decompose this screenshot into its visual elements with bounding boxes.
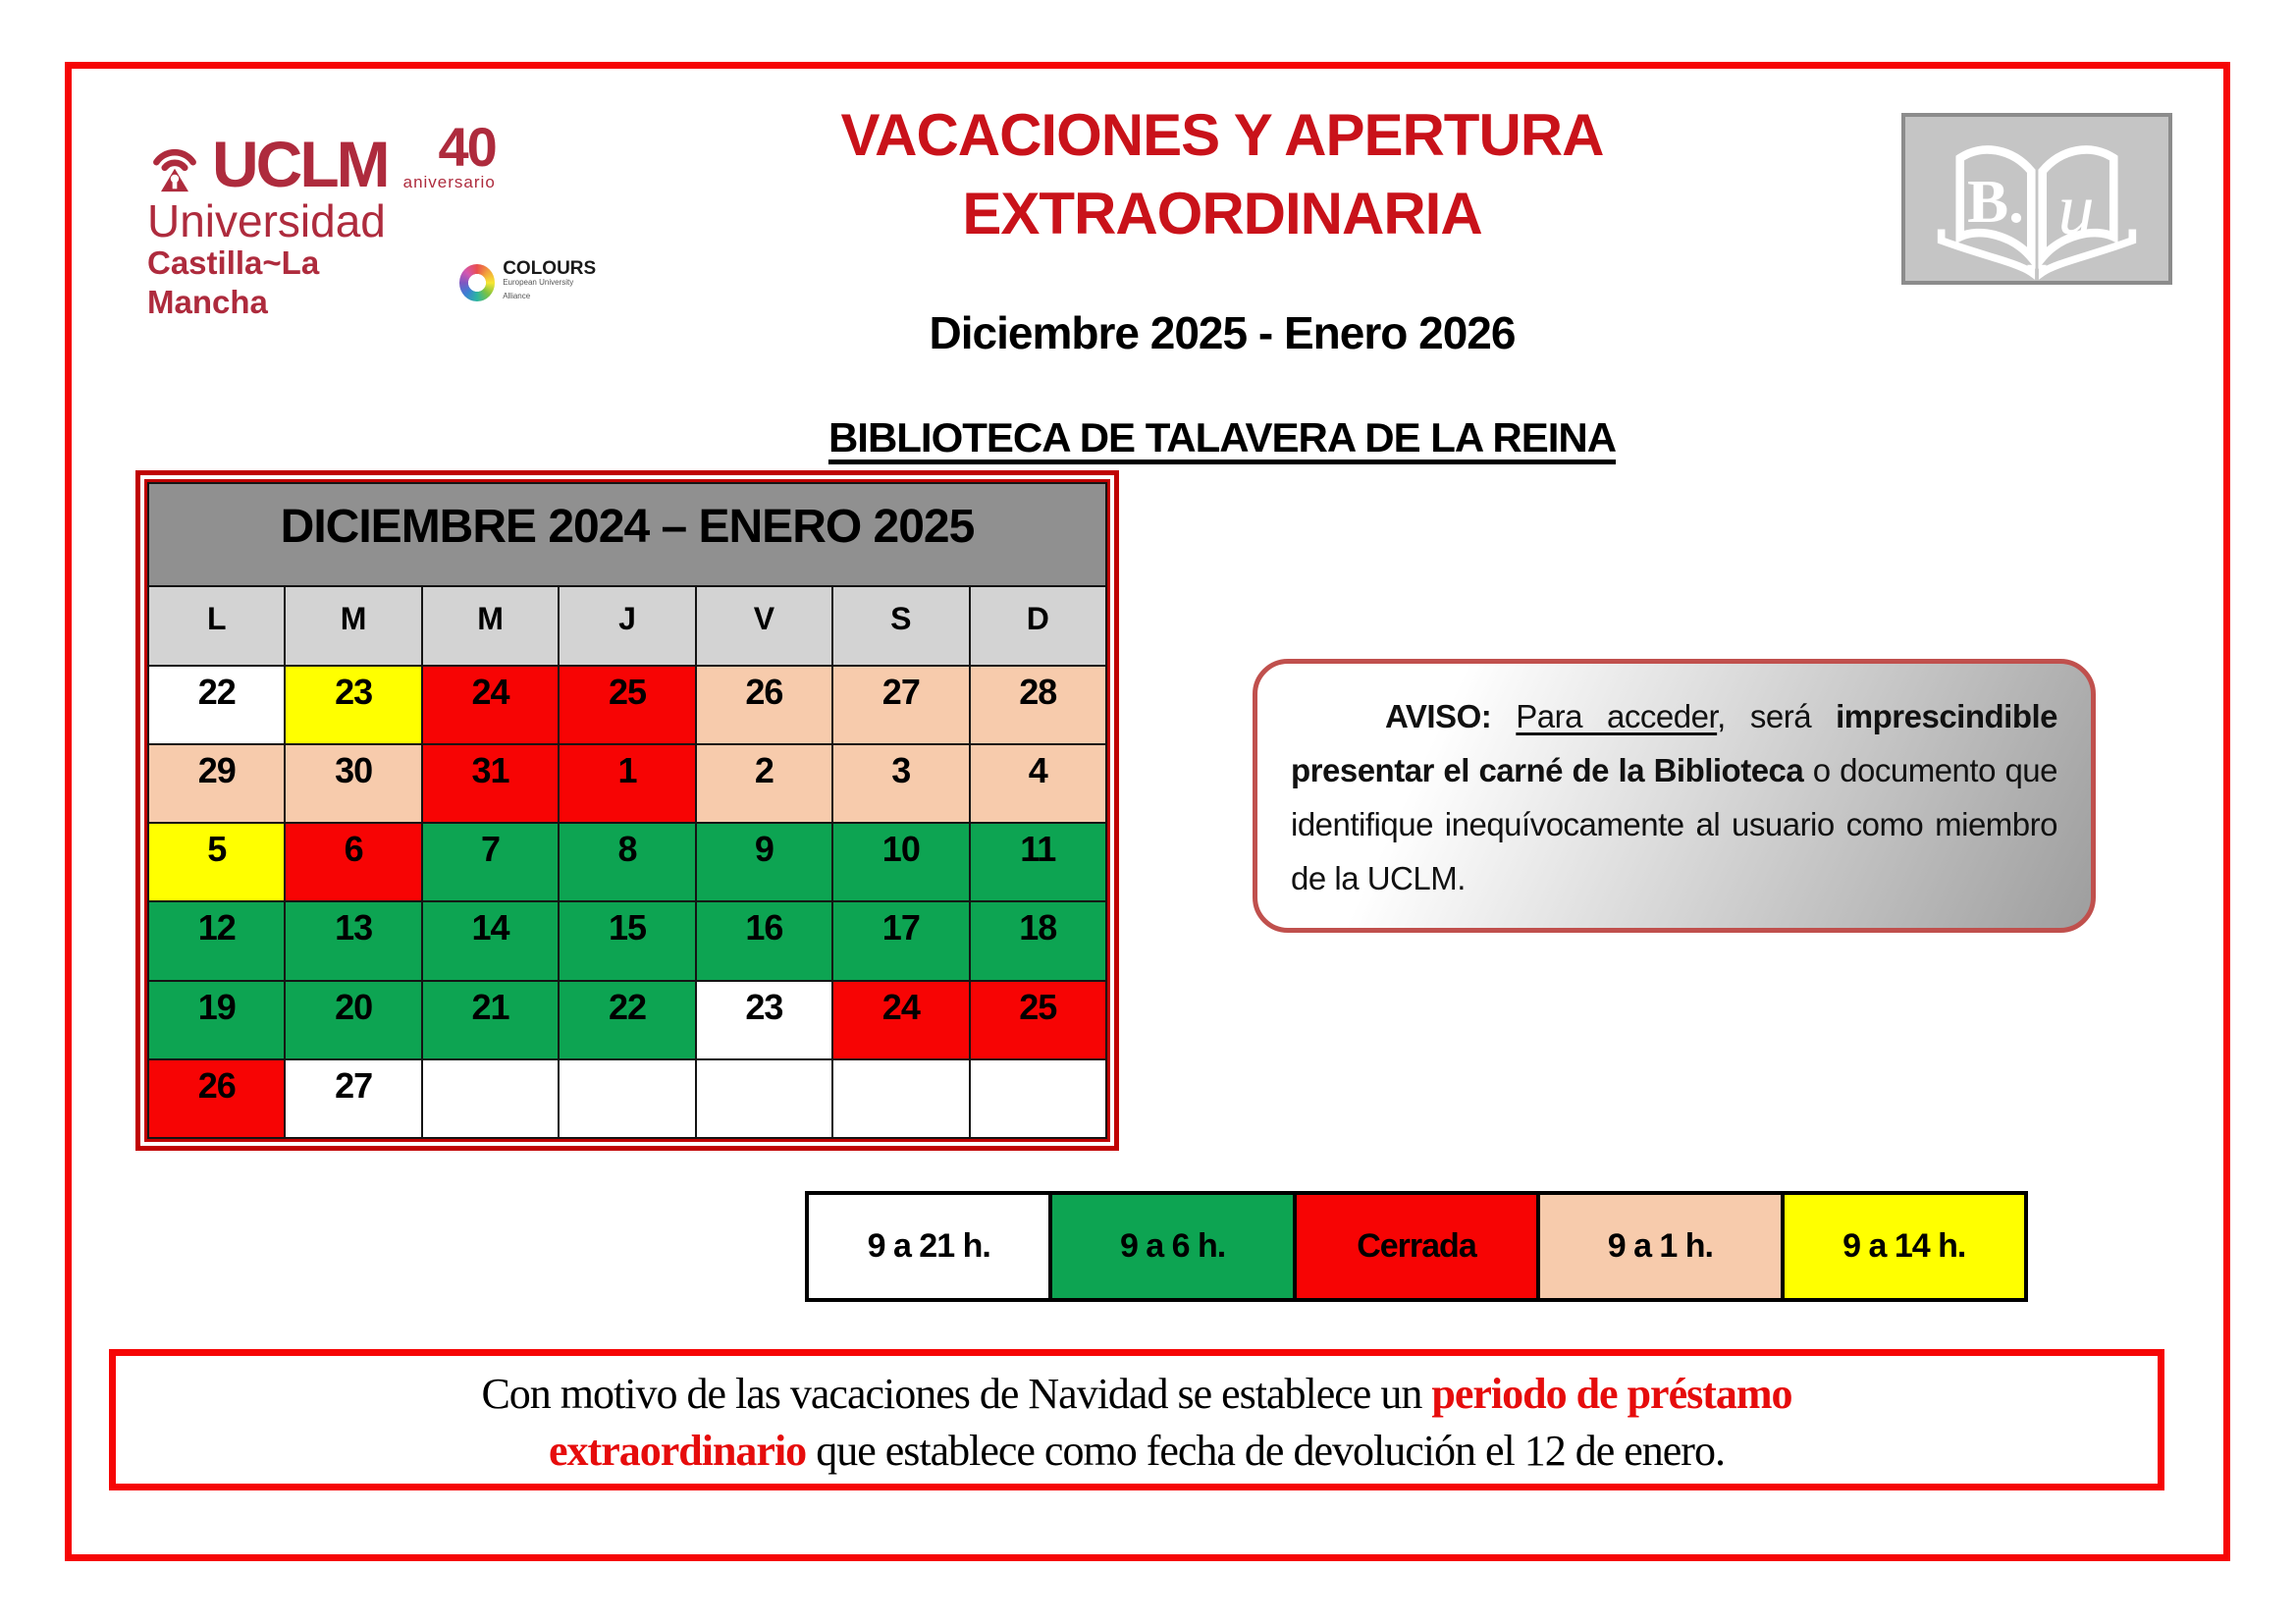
calendar-title: DICIEMBRE 2024 – ENERO 2025 [148, 483, 1106, 586]
legend-item: 9 a 14 h. [1783, 1193, 2026, 1300]
schedule-legend [805, 1191, 2028, 1302]
calendar-day-cell: 18 [970, 901, 1106, 980]
colours-ring-icon [459, 264, 496, 301]
calendar-day-cell: 27 [285, 1059, 421, 1138]
text-segment: que establece como fecha de devolución el 12 de enero. [806, 1427, 1725, 1475]
calendar-day-cell: 14 [422, 901, 559, 980]
calendar-day-cell: 10 [832, 823, 969, 901]
calendar-day-cell: 24 [422, 666, 559, 744]
calendar-day-cell: 26 [148, 1059, 285, 1138]
legend-table [805, 1191, 2028, 1302]
calendar-empty-cell [696, 1059, 832, 1138]
calendar-day-cell: 31 [422, 744, 559, 823]
text-segment: Con motivo de las vacaciones de Navidad se establece un [481, 1370, 1432, 1418]
calendar-day-cell: 17 [832, 901, 969, 980]
calendar-day-cell: 7 [422, 823, 559, 901]
calendar-day-cell: 25 [970, 981, 1106, 1059]
calendar-day-cell: 2 [696, 744, 832, 823]
calendar-day-cell: 11 [970, 823, 1106, 901]
calendar-table [147, 482, 1107, 1139]
calendar-day-header: M [285, 586, 421, 666]
uclm-logo-top-row [147, 116, 599, 200]
calendar-day-cell: 22 [559, 981, 695, 1059]
calendar-empty-cell [832, 1059, 969, 1138]
calendar-day-cell: 15 [559, 901, 695, 980]
legend-item: 9 a 6 h. [1050, 1193, 1294, 1300]
colours-subtitle: European University Alliance [503, 278, 574, 300]
date-range-subtitle: Diciembre 2025 - Enero 2026 [929, 307, 1516, 358]
calendar-day-cell: 26 [696, 666, 832, 744]
calendar-day-cell: 16 [696, 901, 832, 980]
calendar-day-cell: 8 [559, 823, 695, 901]
vacation-calendar-inner-border [144, 479, 1110, 1142]
aviso-text [1291, 698, 2057, 896]
svg-text:u: u [2057, 169, 2095, 250]
uclm-aniversario-label: aniversario [402, 173, 496, 191]
calendar-day-cell: 21 [422, 981, 559, 1059]
loan-notice-text [361, 1366, 1912, 1480]
calendar-day-header: S [832, 586, 969, 666]
uclm-40-label: 40 [438, 116, 496, 178]
library-heading: BIBLIOTECA DE TALAVERA DE LA REINA [828, 414, 1617, 460]
legend-item: 9 a 21 h. [807, 1193, 1050, 1300]
antenna-icon [147, 137, 202, 192]
uclm-logo [147, 116, 599, 322]
text-segment: Para acceder [1516, 698, 1718, 734]
calendar-day-cell: 28 [970, 666, 1106, 744]
legend-item: 9 a 1 h. [1538, 1193, 1782, 1300]
text-segment: o documento que identifique inequívocamente al usuario como miembro de la UCLM. [1291, 752, 2057, 896]
calendar-day-cell: 1 [559, 744, 695, 823]
text-segment: , será [1717, 698, 1837, 734]
colours-alliance-logo [459, 258, 599, 303]
calendar-empty-cell [970, 1059, 1106, 1138]
svg-text:B.: B. [1967, 166, 2024, 236]
vacation-calendar [135, 470, 1119, 1151]
calendar-empty-cell [559, 1059, 695, 1138]
uclm-acronym: UCLM [212, 128, 388, 200]
page-title-line2: EXTRAORDINARIA [962, 181, 1482, 246]
library-logo [1901, 113, 2172, 285]
calendar-day-cell: 5 [148, 823, 285, 901]
calendar-day-header: J [559, 586, 695, 666]
calendar-day-cell: 4 [970, 744, 1106, 823]
calendar-empty-cell [422, 1059, 559, 1138]
calendar-day-header: D [970, 586, 1106, 666]
uclm-anniversary [402, 116, 496, 192]
calendar-day-cell: 19 [148, 981, 285, 1059]
calendar-day-cell: 20 [285, 981, 421, 1059]
calendar-day-cell: 6 [285, 823, 421, 901]
calendar-day-cell: 12 [148, 901, 285, 980]
calendar-day-header: L [148, 586, 285, 666]
calendar-day-cell: 30 [285, 744, 421, 823]
calendar-day-cell: 27 [832, 666, 969, 744]
calendar-day-header: V [696, 586, 832, 666]
calendar-day-cell: 25 [559, 666, 695, 744]
colours-name: COLOURS [503, 258, 597, 279]
uclm-universidad-label: Universidad [147, 195, 386, 246]
calendar-day-cell: 23 [696, 981, 832, 1059]
calendar-day-cell: 22 [148, 666, 285, 744]
open-book-icon [1905, 117, 2168, 281]
calendar-day-cell: 13 [285, 901, 421, 980]
loan-notice-box [109, 1349, 2164, 1490]
calendar-day-cell: 3 [832, 744, 969, 823]
text-segment: imprescindible presentar el carné de la Biblioteca [1291, 698, 2058, 788]
calendar-day-cell: 24 [832, 981, 969, 1059]
page-title-line1: VACACIONES Y APERTURA [840, 102, 1604, 168]
aviso-box [1253, 659, 2096, 933]
text-segment [1491, 698, 1516, 734]
legend-item: Cerrada [1295, 1193, 1538, 1300]
title-block [677, 96, 1767, 461]
calendar-day-cell: 29 [148, 744, 285, 823]
text-segment: AVISO: [1385, 698, 1492, 734]
calendar-day-cell: 23 [285, 666, 421, 744]
calendar-day-header: M [422, 586, 559, 666]
uclm-castilla-la-mancha-label: Castilla~La Mancha [147, 244, 320, 320]
calendar-day-cell: 9 [696, 823, 832, 901]
text-segment: periodo de préstamo extraordinario [549, 1370, 1792, 1475]
